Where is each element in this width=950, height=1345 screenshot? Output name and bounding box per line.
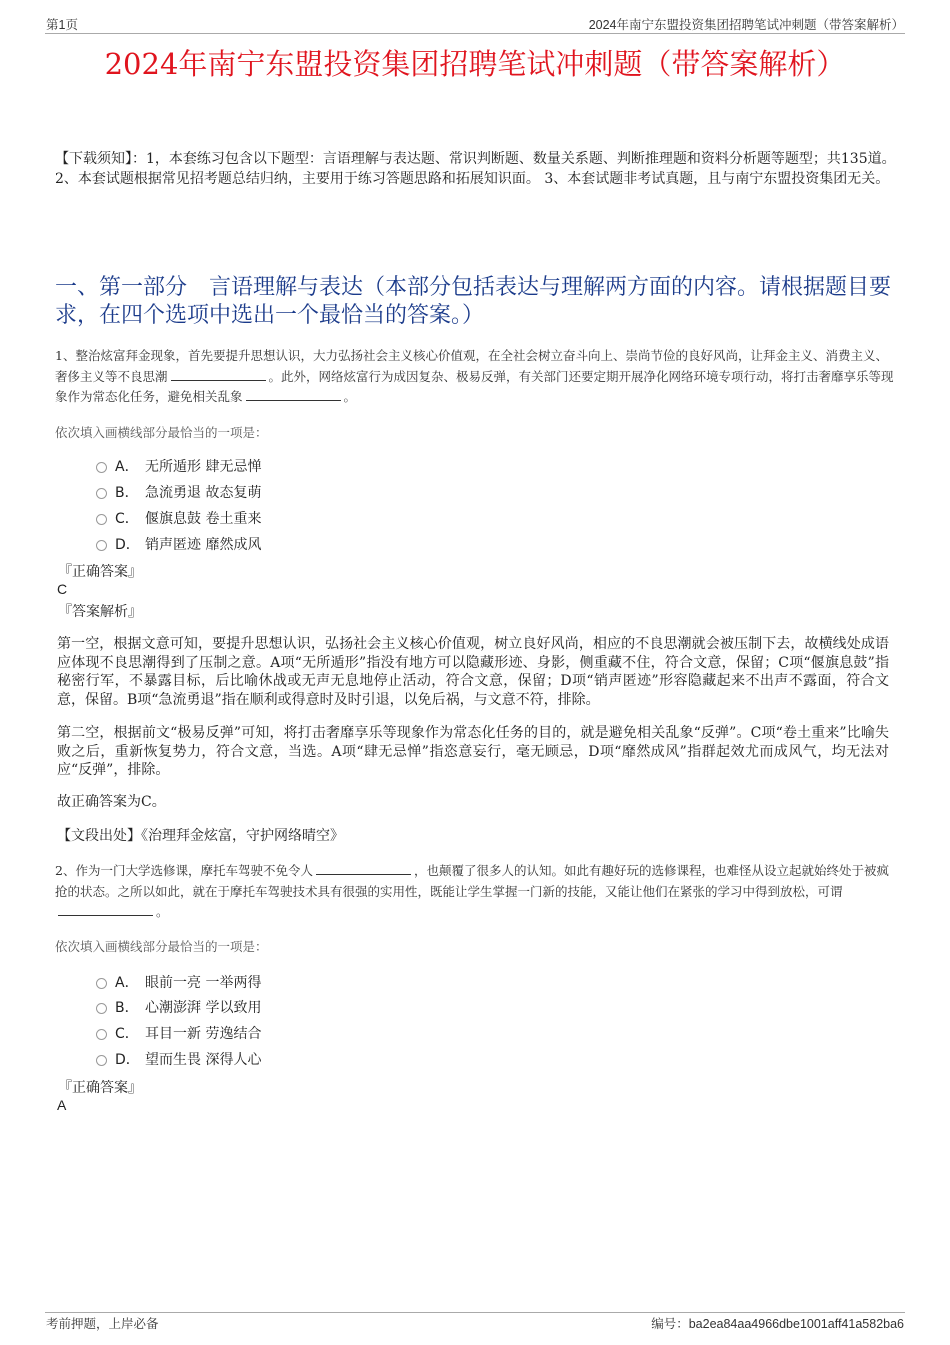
q2-answer-label: 『正确答案』 [58,1080,142,1096]
radio-icon[interactable] [96,514,107,525]
answer-blank [58,903,153,916]
q1-analysis-label: 『答案解析』 [58,604,142,620]
q1-analysis-p2: 第二空，根据前文“极易反弹”可知，将打击奢靡享乐等现象作为常态化任务的目的，就是避免相关乱象“反弹”。C项“卷土重来”比喻失败之后，重新恢复势力，符合文意，当选。A项“肆无忌惮”指恣意妄行，毫无顾忌，D项“靡然成风”指群起效尤而成风气，均无法对应“反弹”，排除。 [57,725,889,778]
header-divider [45,33,905,34]
q1-prompt: 依次填入画横线部分最恰当的一项是： [55,425,268,440]
option-text: 无所遁形 肆无忌惮 [145,459,262,475]
q1-text-part: 。 [343,389,357,404]
q1-answer: C [57,581,68,597]
q2-option-d[interactable] [96,1049,261,1069]
answer-blank [316,862,411,875]
option-letter: D． [115,537,140,553]
q2-text-part: ，也颠覆了很多人的认知。如此有趣好玩的选修课程，也难怪从设立起就始终处于被疯抢的状态。之所以如此，就在于摩托车驾驶技术具有很强的实用性，既能让学生掌握一门新的技能，又能让他们在紧张的学习中得到放松，可谓 [55,863,889,899]
q2-option-a[interactable] [96,972,261,992]
radio-icon[interactable] [96,1029,107,1040]
option-letter: C． [115,1026,139,1042]
radio-icon[interactable] [96,1055,107,1066]
option-letter: B． [115,485,139,501]
radio-icon[interactable] [96,488,107,499]
q1-option-d[interactable] [96,534,261,554]
footer-divider [45,1312,905,1313]
document-title: 2024年南宁东盟投资集团招聘笔试冲刺题（带答案解析） [104,47,846,81]
q1-option-b[interactable] [96,482,261,502]
download-notice: 【下载须知】：1，本套练习包含以下题型：言语理解与表达题、常识判断题、数量关系题、判断推理题和资料分析题等题型；共135道。 2、本套试题根据常见招考题总结归纳，主要用于练习答题思路和拓展知识面。 3、本套试题非考试真题，且与南宁东盟投资集团无关。 [55,151,896,187]
option-text: 急流勇退 故态复萌 [145,485,262,501]
q2-text-part: 2、作为一门大学选修课，摩托车驾驶不免令人 [55,863,313,878]
q1-analysis-p1: 第一空，根据文意可知，要提升思想认识，弘扬社会主义核心价值观，树立良好风尚，相应的不良思潮就会被压制下去，故横线处成语应体现不良思潮得到了压制之意。A项“无所遁形”指没有地方可以隐藏形迹、身影，侧重藏不住，符合文意，保留；C项“偃旗息鼓”指秘密行军，不暴露目标，后比喻休战或无声无息地停止活动，符合文意，保留；D项“销声匿迹”形容隐藏起来不出声不露面，符合文意，保留。B项“急流勇退”指在顺利或得意时及时引退，以免后祸，与文意不符，排除。 [57,636,889,708]
option-text: 偃旗息鼓 卷土重来 [145,511,262,527]
option-text: 销声匿迹 靡然成风 [145,537,262,553]
radio-icon[interactable] [96,1003,107,1014]
answer-blank [246,388,341,401]
option-text: 望而生畏 深得人心 [145,1052,262,1068]
question-2-text [55,861,895,923]
page-number: 第1页 [46,18,78,32]
q1-text-part: 。此外，网络炫富行为成因复杂、极易反弹，有关部门还要定期开展净化网络环境专项行动，将打击奢靡享乐等现象作为常态化任务，避免相关乱象 [55,368,894,404]
section-heading: 一、第一部分 言语理解与表达（本部分包括表达与理解两方面的内容。请根据题目要求，在四个选项中选出一个最恰当的答案。） [55,275,892,328]
radio-icon[interactable] [96,540,107,551]
option-text: 心潮澎湃 学以致用 [145,1000,262,1016]
option-letter: D． [115,1052,140,1068]
q1-option-c[interactable] [96,508,261,528]
option-letter: C． [115,511,139,527]
q1-conclusion: 故正确答案为C。 [57,794,166,810]
footer-slogan: 考前押题，上岸必备 [46,1317,159,1331]
q1-option-a[interactable] [96,456,261,476]
radio-icon[interactable] [96,462,107,473]
answer-blank [171,368,266,381]
q1-answer-label: 『正确答案』 [58,564,142,580]
q2-option-b[interactable] [96,997,261,1017]
option-letter: A． [115,459,139,475]
question-1-text [55,346,895,408]
q2-text-part: 。 [156,904,169,919]
q2-option-c[interactable] [96,1023,261,1043]
option-letter: B． [115,1000,139,1016]
q1-text-part: 1、整治炫富拜金现象，首先要提升思想认识，大力弘扬社会主义核心价值观，在全社会树立奋斗向上、崇尚节俭的良好风尚，让拜金主义、消费主义、奢侈主义等不良思潮 [55,348,888,384]
radio-icon[interactable] [96,978,107,989]
option-text: 眼前一亮 一举两得 [145,975,262,991]
q1-source: 【文段出处】《治理拜金炫富，守护网络晴空》 [57,828,344,844]
option-letter: A． [115,975,139,991]
q2-answer: A [57,1097,67,1113]
option-text: 耳目一新 劳逸结合 [145,1026,262,1042]
q2-prompt: 依次填入画横线部分最恰当的一项是： [55,939,268,954]
header-title: 2024年南宁东盟投资集团招聘笔试冲刺题（带答案解析） [588,18,904,32]
document-id: 编号：ba2ea84aa4966dbe1001aff41a582ba6 [651,1317,904,1331]
